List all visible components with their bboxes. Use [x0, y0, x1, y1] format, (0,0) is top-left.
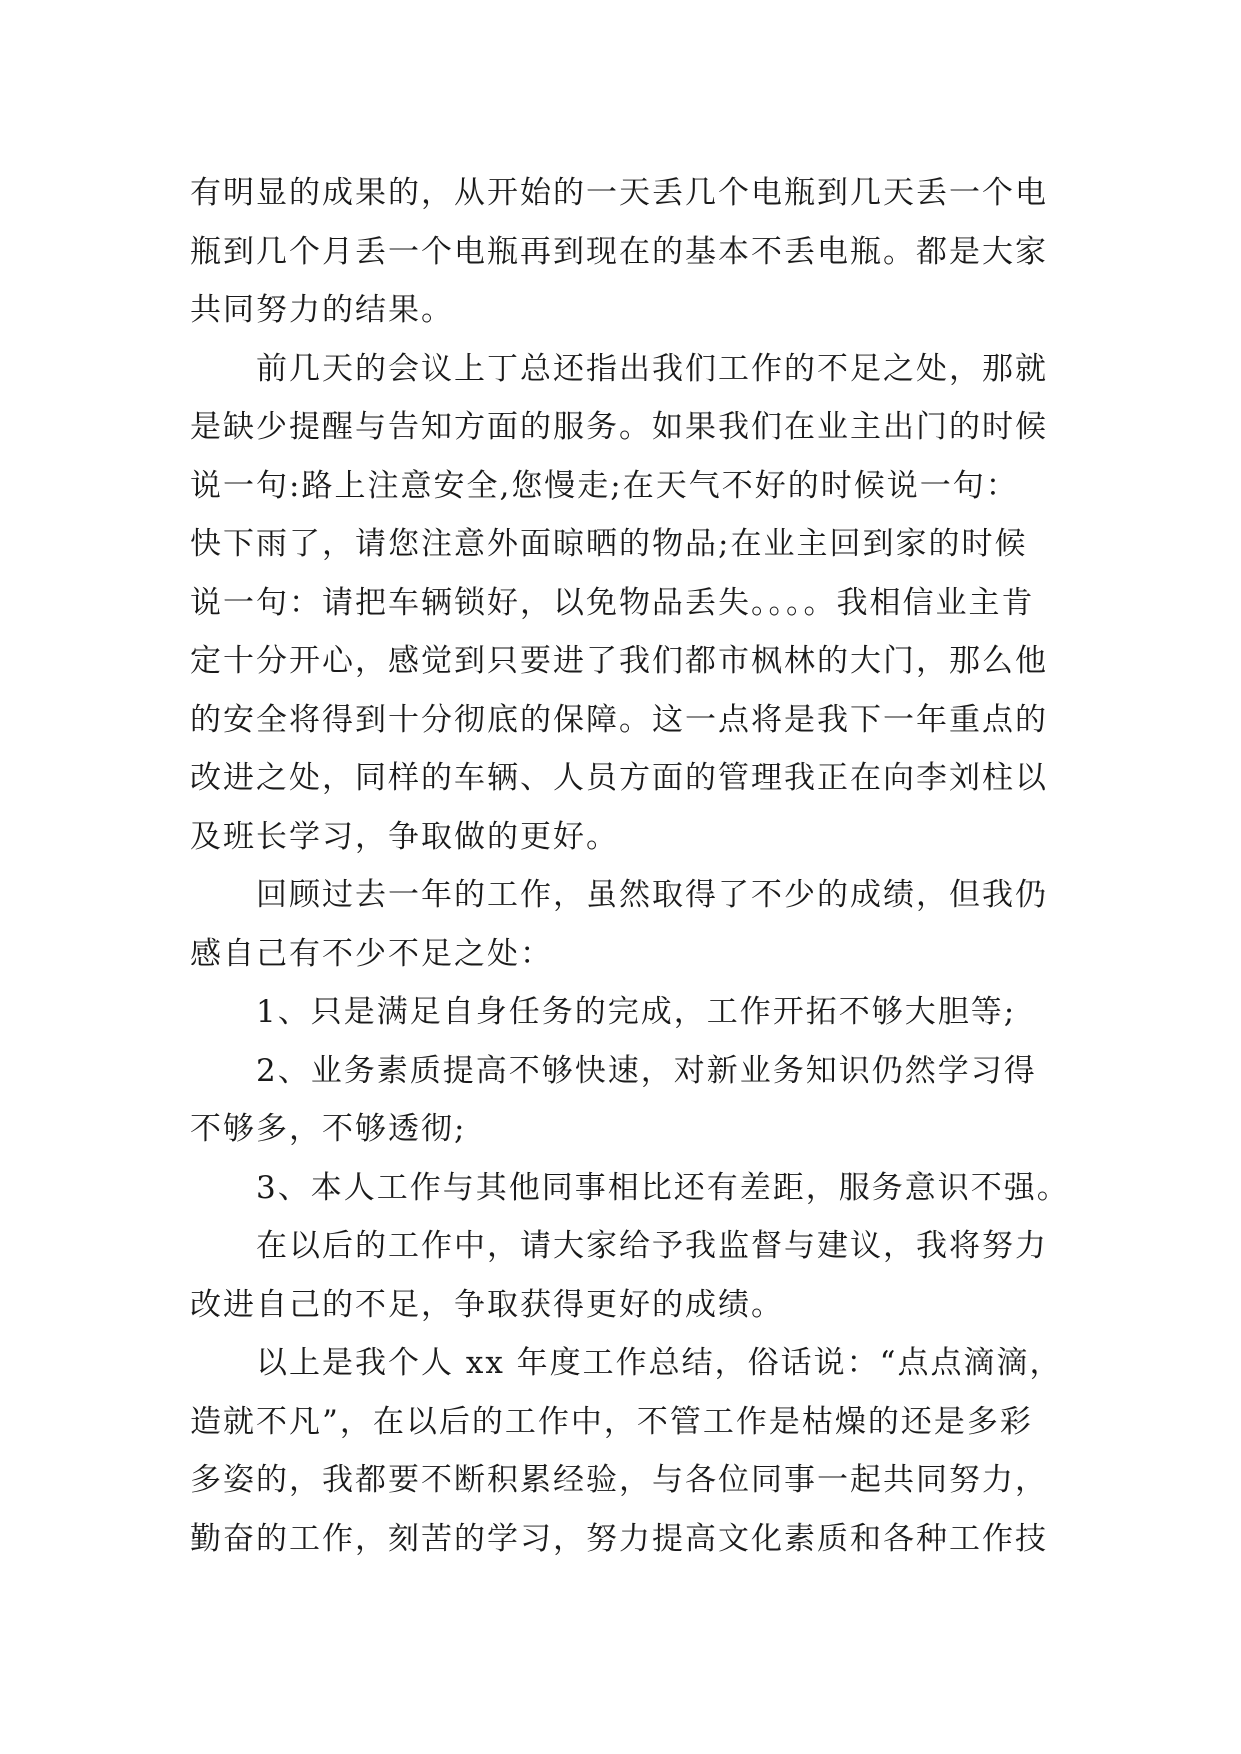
- text-line: 回顾过去一年的工作，虽然取得了不少的成绩，但我仍: [256, 877, 1048, 913]
- text-line: 2、业务素质提高不够快速，对新业务知识仍然学习得: [256, 1052, 1037, 1089]
- text-line: 1、只是满足自身任务的完成，工作开拓不够大胆等;: [256, 994, 1017, 1030]
- text-line: 说一句：请把车辆锁好，以免物品丢失。。。。我相信业主肯: [190, 584, 1035, 621]
- text-line: 多姿的，我都要不断积累经验，与各位同事一起共同努力，: [190, 1462, 1048, 1498]
- text-line: 在以后的工作中，请大家给予我监督与建议，我将努力: [256, 1228, 1048, 1264]
- body-text: [190, 164, 1070, 1568]
- text-line: 瓶到几个月丢一个电瓶再到现在的基本不丢电瓶。都是大家: [190, 233, 1048, 270]
- text-line: 共同努力的结果。: [190, 292, 454, 328]
- text-line: 前几天的会议上丁总还指出我们工作的不足之处，那就: [256, 350, 1048, 387]
- text-line: 感自己有不少不足之处：: [190, 935, 553, 972]
- text-line: 3、本人工作与其他同事相比还有差距，服务意识不强。: [256, 1169, 1070, 1206]
- text-line: 不够多，不够透彻;: [190, 1111, 467, 1147]
- text-line: 说一句:路上注意安全,您慢走;在天气不好的时候说一句：: [190, 467, 1019, 504]
- text-line: 以上是我个人 xx 年度工作总结，俗话说：“点点滴滴，: [256, 1345, 1063, 1381]
- text-line: 是缺少提醒与告知方面的服务。如果我们在业主出门的时候: [190, 409, 1048, 445]
- text-line: 定十分开心，感觉到只要进了我们都市枫林的大门，那么他: [190, 643, 1048, 679]
- text-line: 勤奋的工作，刻苦的学习，努力提高文化素质和各种工作技: [190, 1520, 1048, 1557]
- text-line: 快下雨了，请您注意外面晾晒的物品;在业主回到家的时候: [190, 526, 1028, 562]
- text-line: 的安全将得到十分彻底的保障。这一点将是我下一年重点的: [190, 701, 1048, 738]
- text-line: 造就不凡”，在以后的工作中，不管工作是枯燥的还是多彩: [190, 1403, 1033, 1440]
- text-line: 改进之处，同样的车辆、人员方面的管理我正在向李刘柱以: [190, 760, 1048, 796]
- text-line: 改进自己的不足，争取获得更好的成绩。: [190, 1286, 784, 1323]
- text-line: 有明显的成果的，从开始的一天丢几个电瓶到几天丢一个电: [190, 175, 1048, 211]
- text-line: 及班长学习，争取做的更好。: [190, 818, 619, 855]
